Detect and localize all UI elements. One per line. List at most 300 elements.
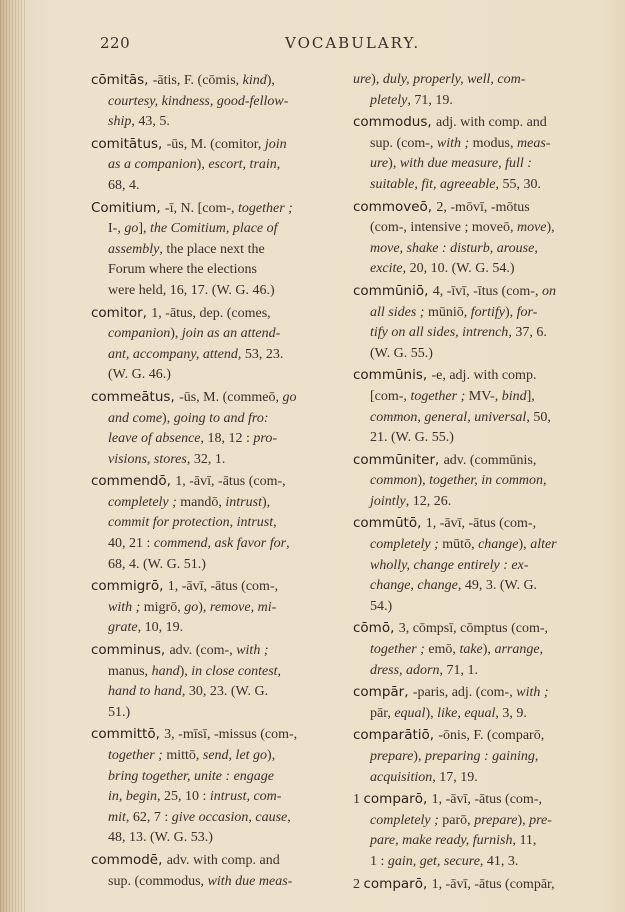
entry-text: , 41, 3. (479, 853, 519, 869)
entry-line (91, 155, 345, 176)
entry-text: [com-, (370, 388, 411, 404)
italic-gloss: companion (108, 326, 171, 342)
entry-line (91, 260, 345, 281)
italic-gloss: jointly (370, 493, 406, 509)
headword: commigrō, (91, 578, 168, 595)
entry-text: , (534, 240, 538, 256)
entry-text: migrō, (140, 599, 185, 615)
entry-headline (353, 112, 601, 134)
entry-text: MV-, (465, 388, 502, 404)
italic-gloss: fortify (470, 304, 505, 320)
entry-text: , 11, (512, 833, 537, 849)
entry-headline (353, 789, 601, 811)
entry-line (353, 154, 601, 175)
dictionary-entry (353, 365, 601, 448)
italic-gloss: meas- (517, 135, 551, 151)
italic-gloss: arrange (494, 642, 540, 658)
italic-gloss: intrust, com- (209, 789, 282, 805)
dictionary-entry (91, 387, 345, 470)
entry-text: , the place next the (159, 241, 265, 257)
italic-gloss: join (264, 136, 287, 152)
entry-line (353, 597, 601, 618)
entry-text: ), (170, 326, 182, 342)
italic-gloss: go (282, 389, 297, 405)
entry-text: , 12, 26. (405, 493, 452, 509)
entry-text: emō, (424, 642, 460, 658)
entry-text: , (273, 515, 277, 531)
entry-text: ), (546, 220, 555, 236)
headword: commūniter, (353, 451, 444, 468)
italic-gloss: remove, mi- (209, 599, 277, 615)
entry-text: , 49, 3. (W. G. (457, 578, 538, 594)
entry-headline (91, 471, 345, 493)
headword: commoveō, (353, 198, 437, 215)
entry-headline (91, 724, 345, 746)
italic-gloss: excite (370, 261, 403, 277)
italic-gloss: pro- (253, 431, 277, 447)
page-gutter (0, 0, 26, 912)
dictionary-entry (353, 682, 601, 724)
entry-text: ), (388, 156, 400, 172)
dictionary-entry (353, 618, 601, 681)
entry-text: 3, cōmpsī, cōmptus (com-, (398, 621, 548, 637)
italic-gloss: commend, ask favor for (153, 536, 287, 552)
entry-line (353, 811, 601, 832)
entry-line (353, 535, 601, 556)
entry-line (353, 387, 601, 408)
entry-line (91, 513, 345, 534)
entry-line (91, 598, 345, 619)
entry-text: , 37, 6. (508, 325, 547, 341)
entry-line (353, 704, 601, 725)
italic-gloss: with ; (108, 599, 141, 615)
entry-text: , 50, (526, 409, 551, 425)
entry-text: ), (198, 599, 210, 615)
entry-text: ), (504, 304, 517, 320)
dictionary-entry (353, 197, 601, 280)
entry-text: , 20, 10. (W. G. 54.) (402, 261, 515, 277)
entry-line (91, 787, 345, 808)
dictionary-entry (353, 513, 601, 617)
italic-gloss: join as an attend- (181, 326, 281, 342)
italic-gloss: courtesy, kindness, good-fellow- (108, 93, 289, 109)
headword: commendō, (91, 473, 176, 490)
headword: comminus, (91, 642, 170, 659)
dictionary-entry (91, 576, 345, 639)
entry-text: ), (425, 705, 438, 721)
italic-gloss: take (459, 642, 483, 658)
entry-text: parō, (438, 812, 475, 828)
entry-line (91, 555, 345, 576)
entry-line (353, 323, 601, 344)
italic-gloss: hand to hand (108, 684, 182, 700)
entry-text: , 18, 12 : (200, 431, 254, 447)
italic-gloss: go (124, 221, 139, 237)
entry-text: ), (517, 812, 530, 828)
italic-gloss: on (541, 283, 556, 299)
dictionary-entry (353, 725, 601, 788)
italic-gloss: the Comitium, place of (150, 221, 278, 237)
entry-line (353, 91, 601, 112)
entry-text: (W. G. 46.) (108, 367, 171, 383)
entry-line (91, 219, 345, 240)
entry-text: (com-, intensive ; moveō, (370, 220, 517, 236)
headword: Comitium, (91, 199, 165, 216)
entry-text: adj. with comp. and (435, 115, 547, 131)
dictionary-entry (91, 724, 345, 849)
entry-line (91, 493, 345, 514)
entry-line (353, 218, 601, 239)
entry-text: adv. (commūnis, (443, 452, 537, 468)
italic-gloss: completely ; (370, 812, 439, 828)
entry-text: , 17, 19. (432, 769, 478, 785)
headword: commodus, (353, 114, 436, 131)
italic-gloss: suitable, fit, agreeable (370, 176, 496, 192)
entry-text: mūtō, (438, 537, 479, 553)
italic-gloss: with due measure, full : (399, 156, 532, 172)
entry-line (91, 618, 345, 639)
headword: commodē, (91, 851, 167, 868)
entry-text: were held, 16, 17. (W. G. 46.) (108, 282, 275, 298)
italic-gloss: going to and fro: (173, 410, 269, 426)
entry-line (353, 576, 601, 597)
italic-gloss: pre- (529, 812, 552, 828)
entry-text: 1, -ātus, dep. (comes, (151, 305, 271, 321)
entry-headline (91, 198, 345, 220)
entry-line (353, 239, 601, 260)
entry-line (353, 303, 601, 324)
italic-gloss: change, change (370, 578, 458, 594)
entry-line (353, 471, 601, 492)
entry-line (91, 703, 345, 724)
entry-text: adv. with comp. and (166, 852, 280, 868)
italic-gloss: prepare (370, 749, 414, 764)
entry-text: , 30, 23. (W. G. (181, 684, 269, 700)
entry-line (353, 428, 601, 449)
entry-text: 48, 13. (W. G. 53.) (108, 830, 213, 846)
entry-text: manus, (108, 663, 152, 679)
entry-headline (353, 513, 601, 535)
entry-text: -ūs, M. (comitor, (166, 136, 265, 152)
entry-text: 1 : (370, 853, 388, 869)
italic-gloss: bind (501, 388, 527, 404)
entry-line (91, 409, 345, 430)
headword: commūnis, (353, 367, 432, 384)
italic-gloss: move, shake : disturb, arouse (370, 240, 535, 256)
entry-headline (91, 576, 345, 598)
italic-gloss: ant, accompany, attend (108, 346, 238, 362)
entry-line (91, 450, 345, 471)
entry-line (353, 661, 601, 682)
italic-gloss: like, equal (437, 705, 496, 721)
headword: compār, (353, 684, 413, 701)
italic-gloss: in close contest (191, 663, 278, 679)
entry-text: -paris, adj. (com-, (412, 685, 517, 701)
entry-text: , (543, 473, 547, 489)
entry-text: I-, (108, 221, 125, 237)
entry-line (91, 112, 345, 133)
dictionary-entry (91, 198, 345, 302)
italic-gloss: commit for protection, intrust (108, 515, 274, 531)
entry-text: 1, -āvī, -ātus (compār, (431, 876, 555, 892)
italic-gloss: dress, adorn (370, 662, 440, 678)
entry-line (91, 365, 345, 386)
entry-text: ), (482, 642, 495, 658)
italic-gloss: equal (394, 705, 426, 721)
entry-text: , 25, 10 : (157, 789, 210, 805)
headword: commūtō, (353, 515, 426, 532)
italic-gloss: together ; (238, 200, 293, 216)
italic-gloss: pare, make ready, furnish (370, 833, 513, 849)
entry-text: sup. (com-, (370, 135, 437, 151)
entry-headline (91, 640, 345, 662)
italic-gloss: common, general, universal (370, 409, 527, 425)
entry-text: 1, -āvī, -ātus (com-, (431, 792, 542, 808)
entry-text: , 62, 7 : (125, 809, 172, 825)
entry-line (353, 747, 601, 768)
entry-text: , 32, 1. (186, 451, 226, 467)
italic-gloss: in, begin (108, 789, 157, 805)
italic-gloss: with due meas- (207, 873, 293, 889)
running-head: VOCABULARY. (285, 34, 421, 52)
italic-gloss: tify on all sides, intrench (370, 325, 509, 341)
italic-gloss: grate (108, 620, 138, 636)
right-column (353, 70, 601, 896)
headword: commūniō, (353, 282, 433, 299)
entry-line (353, 134, 601, 155)
entry-text: mandō, (176, 494, 226, 510)
entry-text: sup. (commodus, (108, 873, 208, 889)
entry-text: ), (261, 494, 271, 510)
entry-line (91, 345, 345, 366)
dictionary-entry (353, 874, 601, 896)
entry-text: 21. (W. G. 55.) (370, 430, 454, 446)
left-column (91, 70, 345, 893)
entry-text: 3, -mīsī, -missus (com-, (164, 727, 298, 743)
italic-gloss: prepare (474, 812, 518, 828)
entry-text: 51.) (108, 704, 131, 720)
entry-line (353, 492, 601, 513)
dictionary-entry (91, 850, 345, 892)
entry-line (91, 240, 345, 261)
entry-text: mittō, (162, 748, 203, 763)
headword: comparātiō, (353, 727, 439, 744)
italic-gloss: alter (530, 537, 557, 553)
entry-text: , (534, 749, 539, 764)
italic-gloss: mit (108, 809, 126, 825)
entry-line (353, 344, 601, 365)
dictionary-entry (353, 450, 601, 513)
italic-gloss: bring together, unite : engage (108, 768, 275, 784)
entry-text: ), (162, 410, 174, 426)
entry-headline (91, 850, 345, 872)
entry-text: pār, (370, 705, 395, 721)
italic-gloss: ship (108, 114, 132, 130)
entry-text: ), (518, 537, 531, 553)
italic-gloss: ure (353, 72, 372, 87)
italic-gloss: acquisition (370, 769, 433, 785)
entry-text: , (277, 663, 282, 679)
entry-text: mūniō, (424, 304, 471, 320)
entry-text: ), (413, 749, 425, 764)
dictionary-entry (91, 640, 345, 723)
italic-gloss: hand (151, 663, 180, 679)
italic-gloss: pletely (370, 92, 408, 108)
entry-text: ), (371, 72, 383, 87)
entry-text: ), (417, 473, 430, 489)
dictionary-entry (91, 471, 345, 575)
entry-line (91, 828, 345, 849)
entry-line (353, 408, 601, 429)
entry-text: 4, -īvī, -ītus (com-, (432, 283, 542, 299)
italic-gloss: preparing : gaining (424, 749, 535, 764)
entry-line (91, 92, 345, 113)
italic-gloss: go (184, 599, 199, 615)
entry-line (91, 281, 345, 302)
entry-line (91, 808, 345, 829)
entry-text: 1, -āvī, -ātus (com-, (167, 579, 279, 595)
entry-text: ), (196, 157, 209, 173)
italic-gloss: move (516, 220, 547, 236)
dictionary-entry (91, 70, 345, 133)
entry-text: -e, adj. with comp. (431, 368, 537, 384)
entry-text: , 53, 23. (237, 346, 284, 362)
entry-text: , 43, 5. (131, 114, 170, 130)
entry-headline (353, 197, 601, 219)
entry-line (91, 767, 345, 788)
italic-gloss: all sides ; (370, 304, 425, 320)
entry-line (353, 768, 601, 789)
entry-text: , (276, 157, 281, 173)
entry-text: 40, 21 : (108, 536, 154, 552)
italic-gloss: kind (242, 73, 267, 88)
entry-text: -ātis, F. (cōmis, (152, 73, 243, 88)
entry-headline (353, 618, 601, 640)
entry-line (91, 429, 345, 450)
headword: comparō, (363, 875, 432, 892)
dictionary-entry (353, 70, 601, 111)
entry-line (91, 176, 345, 197)
dictionary-entry (91, 134, 345, 197)
dictionary-entry (353, 112, 601, 195)
entry-text: , (286, 536, 290, 552)
entry-text: ), (267, 748, 276, 763)
entry-headline (353, 281, 601, 303)
italic-gloss: visions, stores (108, 451, 187, 467)
entry-line (91, 324, 345, 345)
entry-text: 2, -mōvī, -mōtus (436, 199, 530, 215)
entry-text: modus, (469, 135, 518, 151)
entry-text: 2 (353, 876, 364, 892)
entry-headline (91, 70, 345, 92)
italic-gloss: duly, properly, well, com- (382, 72, 526, 87)
entry-headline (353, 682, 601, 704)
entry-text: ], (138, 221, 150, 237)
entry-line (91, 872, 345, 893)
headword: cōmō, (353, 620, 399, 637)
italic-gloss: wholly, change entirely : ex- (370, 557, 529, 573)
italic-gloss: leave of absence (108, 431, 201, 447)
entry-line (353, 556, 601, 577)
entry-text: ), (266, 73, 275, 88)
italic-gloss: common (370, 473, 418, 489)
italic-gloss: together ; (410, 388, 466, 404)
italic-gloss: together ; (370, 642, 425, 658)
italic-gloss: send, let go (202, 748, 268, 763)
entry-line (353, 259, 601, 280)
headword: committō, (91, 726, 165, 743)
headword: comitātus, (91, 135, 167, 152)
entry-headline (91, 387, 345, 409)
headword: cōmitās, (91, 72, 153, 88)
entry-text: 1, -āvī, -ātus (com-, (425, 516, 537, 532)
italic-gloss: together ; (108, 748, 163, 763)
italic-gloss: ure (370, 156, 389, 172)
entry-headline (353, 725, 601, 747)
entry-line (353, 852, 601, 873)
entry-text: , 55, 30. (495, 176, 541, 192)
italic-gloss: change (478, 537, 519, 553)
italic-gloss: escort, train (208, 157, 277, 173)
entry-text: -ōnis, F. (comparō, (438, 728, 545, 744)
entry-headline (91, 303, 345, 325)
entry-headline (353, 874, 601, 896)
entry-text: , 10, 19. (137, 620, 184, 636)
entry-headline (353, 70, 601, 91)
italic-gloss: together, in common (429, 473, 544, 489)
entry-text: 54.) (370, 598, 393, 614)
entry-text: , (287, 809, 291, 825)
entry-line (91, 682, 345, 703)
entry-line (91, 534, 345, 555)
entry-text: 1, -āvī, -ātus (com-, (175, 474, 286, 490)
entry-line (353, 640, 601, 661)
entry-text: , 3, 9. (495, 705, 527, 721)
italic-gloss: and come (108, 410, 163, 426)
italic-gloss: completely ; (370, 537, 439, 553)
italic-gloss: with ; (516, 685, 549, 701)
entry-line (91, 662, 345, 683)
entry-text: 1 (353, 792, 364, 808)
italic-gloss: with ; (236, 643, 269, 659)
entry-text: ), (179, 663, 192, 679)
entry-text: , 71, 1. (439, 662, 478, 678)
dictionary-entry (353, 281, 601, 364)
dictionary-entry (91, 303, 345, 386)
dictionary-entry (353, 789, 601, 872)
entry-text: -ī, N. [com-, (164, 200, 239, 216)
italic-gloss: give occasion, cause (171, 809, 288, 825)
italic-gloss: intrust (225, 494, 262, 510)
entry-headline (91, 134, 345, 156)
entry-line (353, 175, 601, 196)
entry-text: Forum where the elections (108, 262, 257, 278)
entry-line (353, 831, 601, 852)
entry-line (91, 746, 345, 767)
entry-text: , 71, 19. (407, 92, 453, 108)
entry-headline (353, 365, 601, 387)
entry-text: , (539, 642, 544, 658)
headword: comparō, (363, 791, 432, 808)
italic-gloss: gain, get, secure (387, 853, 480, 869)
entry-text: adv. (com-, (169, 643, 237, 659)
entry-text: ], (526, 388, 535, 404)
headword: commeātus, (91, 388, 180, 405)
italic-gloss: with ; (436, 135, 470, 151)
entry-text: 68, 4. (108, 177, 140, 193)
entry-headline (353, 450, 601, 472)
italic-gloss: for- (516, 304, 538, 320)
